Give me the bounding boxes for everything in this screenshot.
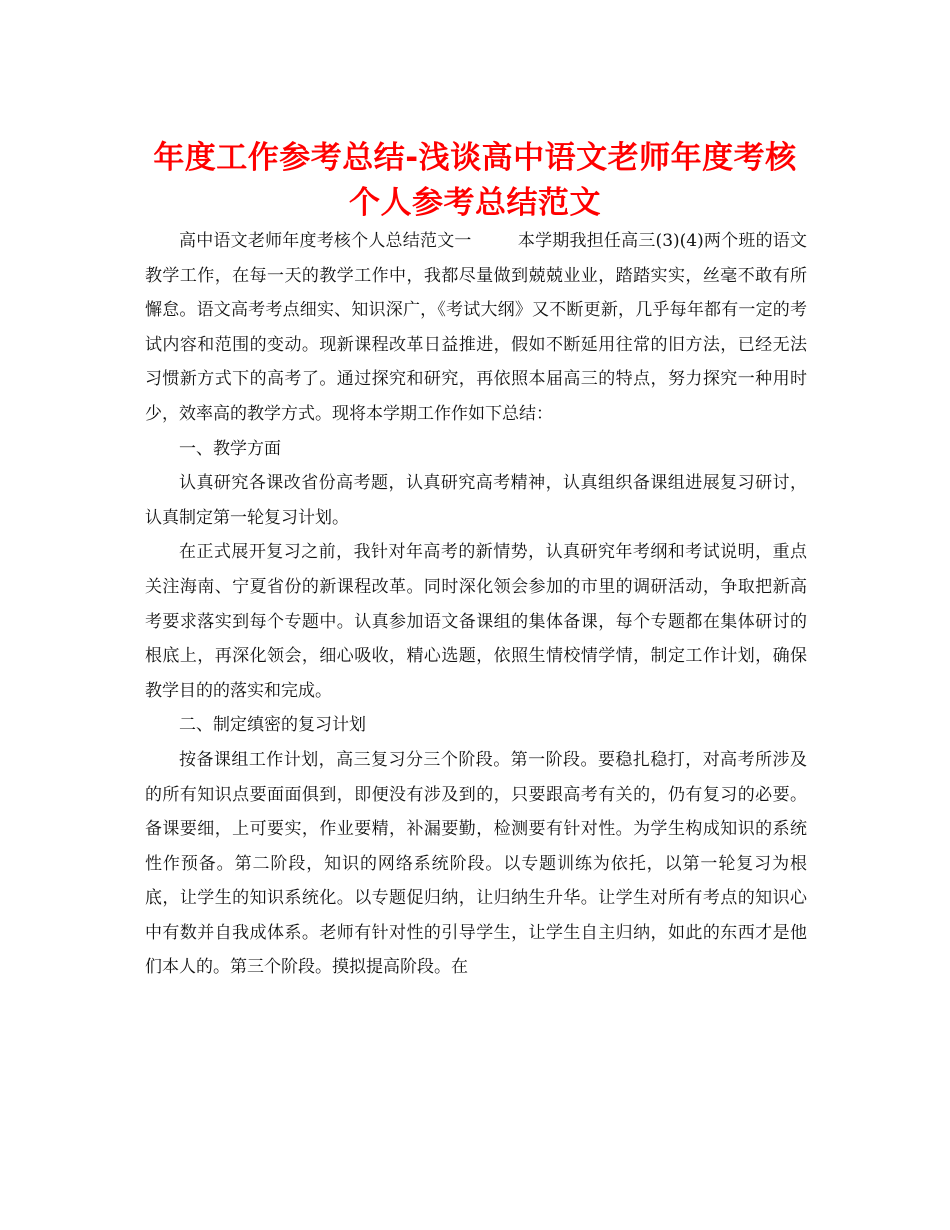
document-title bbox=[120, 136, 830, 226]
paragraph-1: 认真研究各课改省份高考题，认真研究高考精神，认真组织备课组进展复习研讨，认真制定第一轮复习计划。 bbox=[145, 473, 807, 528]
intro-paragraph bbox=[145, 224, 807, 432]
paragraph-2: 在正式展开复习之前，我针对年高考的新情势，认真研究年考纲和考试说明，重点关注海南、宁夏省份的新课程改革。同时深化领会参加的市里的调研活动，争取把新高考要求落实到每个专题中。认真参加语文备课组的集体备课，每个专题都在集体研讨的根底上，再深化领会，细心吸收，精心选题，依照生情校情学情，制定工作计划，确保教学目的的落实和完成。 bbox=[145, 542, 807, 701]
section-heading-2: 二、制定缜密的复习计划 bbox=[179, 715, 366, 736]
title-line-2: 个人参考总结范文 bbox=[349, 185, 601, 221]
document-body bbox=[145, 224, 807, 985]
title-line-1: 年度工作参考总结-浅谈高中语文老师年度考核 bbox=[153, 140, 797, 176]
section-heading-1: 一、教学方面 bbox=[179, 438, 281, 459]
intro-lead-text: 高中语文老师年度考核个人总结范文一 bbox=[179, 231, 472, 251]
paragraph-3: 按备课组工作计划，高三复习分三个阶段。第一阶段。要稳扎稳打，对高考所涉及的所有知识点要面面俱到，即便没有涉及到的，只要跟高考有关的，仍有复习的必要。备课要细，上可要实，作业要精，补漏要勤，检测要有针对性。为学生构成知识的系统性作预备。第二阶段，知识的网络系统阶段。以专题训练为依托，以第一轮复习为根底，让学生的知识系统化。以专题促归纳，让归纳生升华。让学生对所有考点的知识心中有数并自我成体系。老师有针对性的引导学生，让学生自主归纳，如此的东西才是他们本人的。第三个阶段。摸拟提高阶段。在 bbox=[145, 749, 807, 978]
intro-body-text: 本学期我担任高三(3)(4)两个班的语文教学工作，在每一天的教学工作中，我都尽量做到兢兢业业，踏踏实实，丝毫不敢有所懈怠。语文高考考点细实、知识深广，《考试大纲》又不断更新，几乎每年都有一定的考试内容和范围的变动。现新课程改革日益推进，假如不断延用往常的旧方法，已经无法习惯新方式下的高考了。通过探究和研究，再依照本届高三的特点，努力探究一种用时少，效率高的教学方式。现将本学期工作作如下总结： bbox=[145, 231, 808, 424]
